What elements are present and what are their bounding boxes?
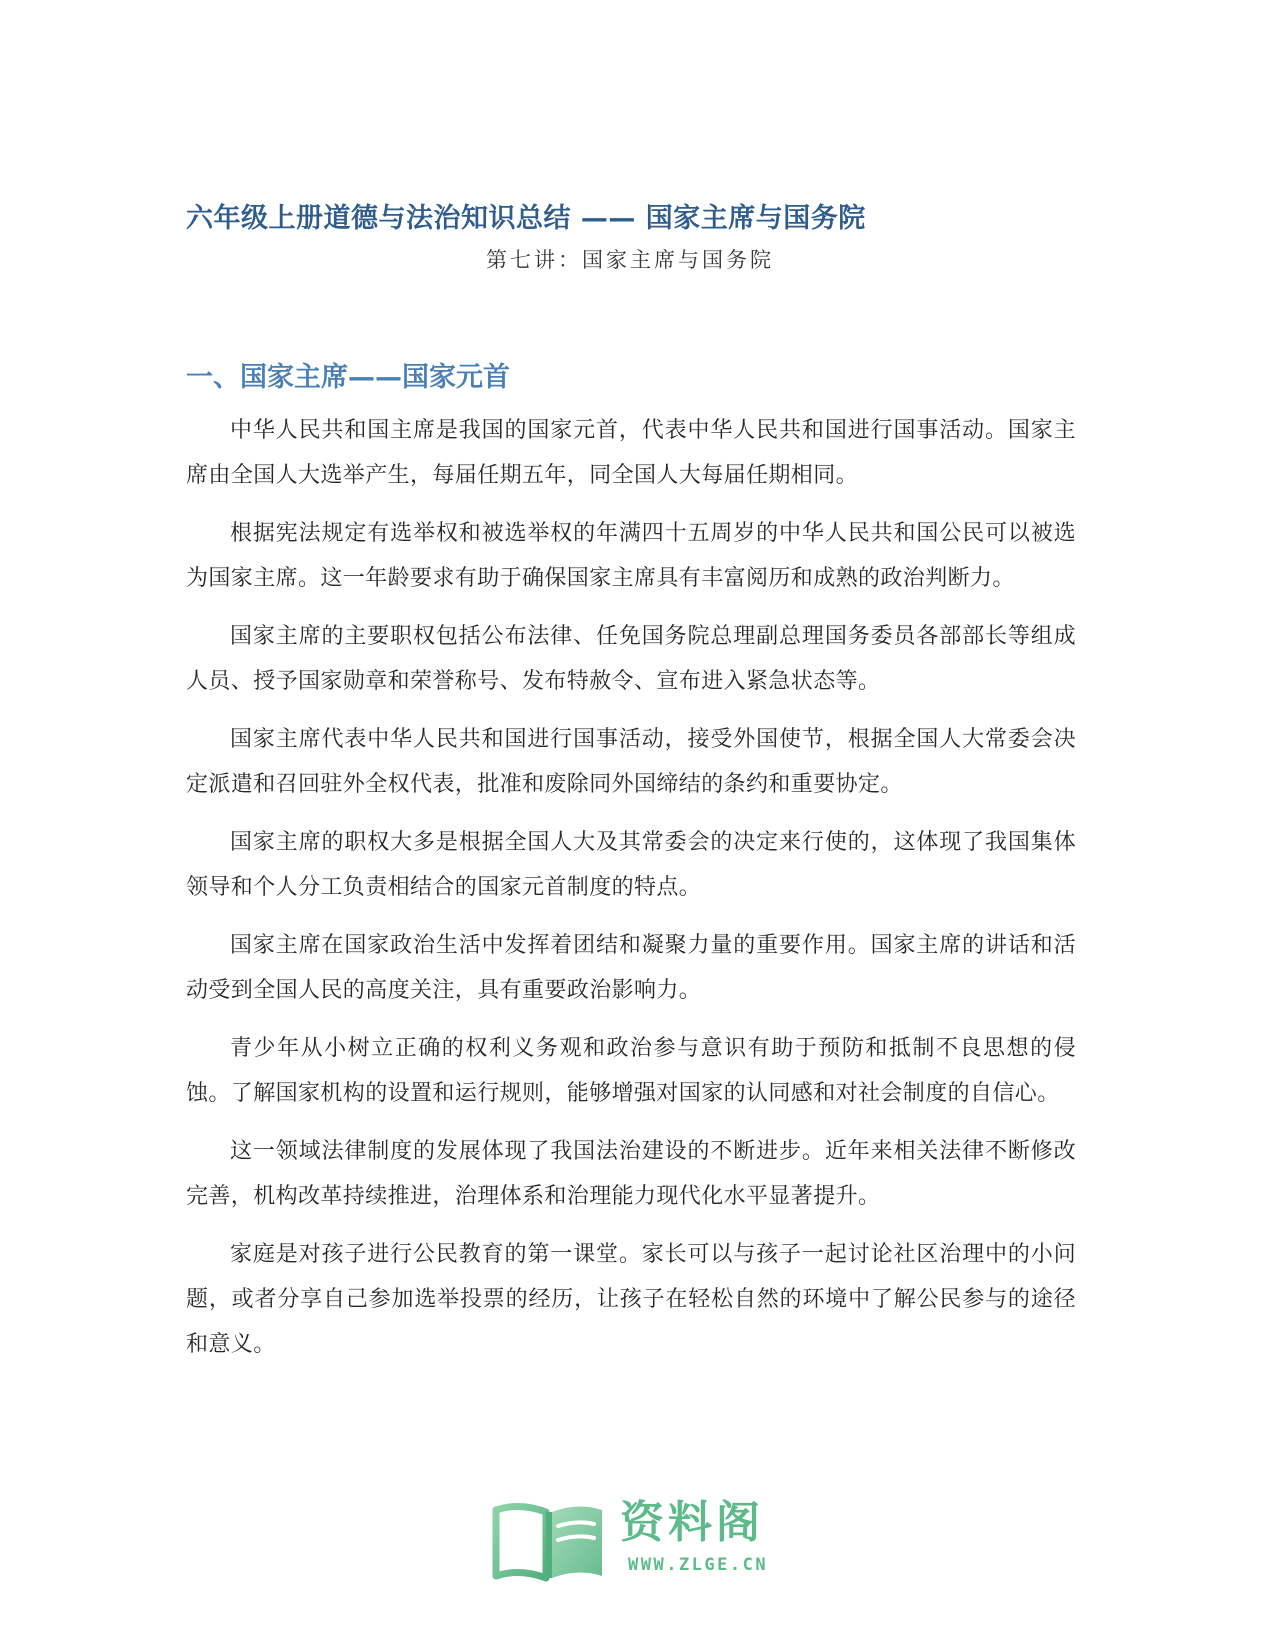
paragraph-5: 国家主席的职权大多是根据全国人大及其常委会的决定来行使的，这体现了我国集体领导和个人分工负责相结合的国家元首制度的特点。 (186, 830, 1076, 900)
watermark-url: WWW.ZLGE.CN (628, 1555, 769, 1575)
watermark-name: 资料阁 (620, 1497, 764, 1548)
section-heading: 一、国家主席——国家元首 (186, 362, 510, 393)
paragraph-9: 家庭是对孩子进行公民教育的第一课堂。家长可以与孩子一起讨论社区治理中的小问题，或者分享自己参加选举投票的经历，让孩子在轻松自然的环境中了解公民参与的途径和意义。 (186, 1242, 1076, 1357)
paragraph-2: 根据宪法规定有选举权和被选举权的年满四十五周岁的中华人民共和国公民可以被选为国家主席。这一年龄要求有助于确保国家主席具有丰富阅历和成熟的政治判断力。 (186, 521, 1076, 591)
document-subtitle: 第七讲：国家主席与国务院 (486, 248, 774, 272)
document-title: 六年级上册道德与法治知识总结 —— 国家主席与国务院 (186, 203, 866, 234)
paragraph-1: 中华人民共和国主席是我国的国家元首，代表中华人民共和国进行国事活动。国家主席由全国人大选举产生，每届任期五年，同全国人大每届任期相同。 (186, 418, 1076, 488)
open-book-icon (490, 1496, 608, 1584)
paragraph-4: 国家主席代表中华人民共和国进行国事活动，接受外国使节，根据全国人大常委会决定派遣和召回驻外全权代表，批准和废除同外国缔结的条约和重要协定。 (186, 727, 1076, 797)
paragraph-3: 国家主席的主要职权包括公布法律、任免国务院总理副总理国务委员各部部长等组成人员、授予国家勋章和荣誉称号、发布特赦令、宣布进入紧急状态等。 (186, 624, 1076, 694)
watermark-logo (490, 1496, 790, 1586)
document-body (186, 408, 1076, 1380)
paragraph-7: 青少年从小树立正确的权利义务观和政治参与意识有助于预防和抵制不良思想的侵蚀。了解国家机构的设置和运行规则，能够增强对国家的认同感和对社会制度的自信心。 (186, 1036, 1076, 1106)
paragraph-8: 这一领域法律制度的发展体现了我国法治建设的不断进步。近年来相关法律不断修改完善，机构改革持续推进，治理体系和治理能力现代化水平显著提升。 (186, 1139, 1076, 1209)
paragraph-6: 国家主席在国家政治生活中发挥着团结和凝聚力量的重要作用。国家主席的讲话和活动受到全国人民的高度关注，具有重要政治影响力。 (186, 933, 1076, 1003)
